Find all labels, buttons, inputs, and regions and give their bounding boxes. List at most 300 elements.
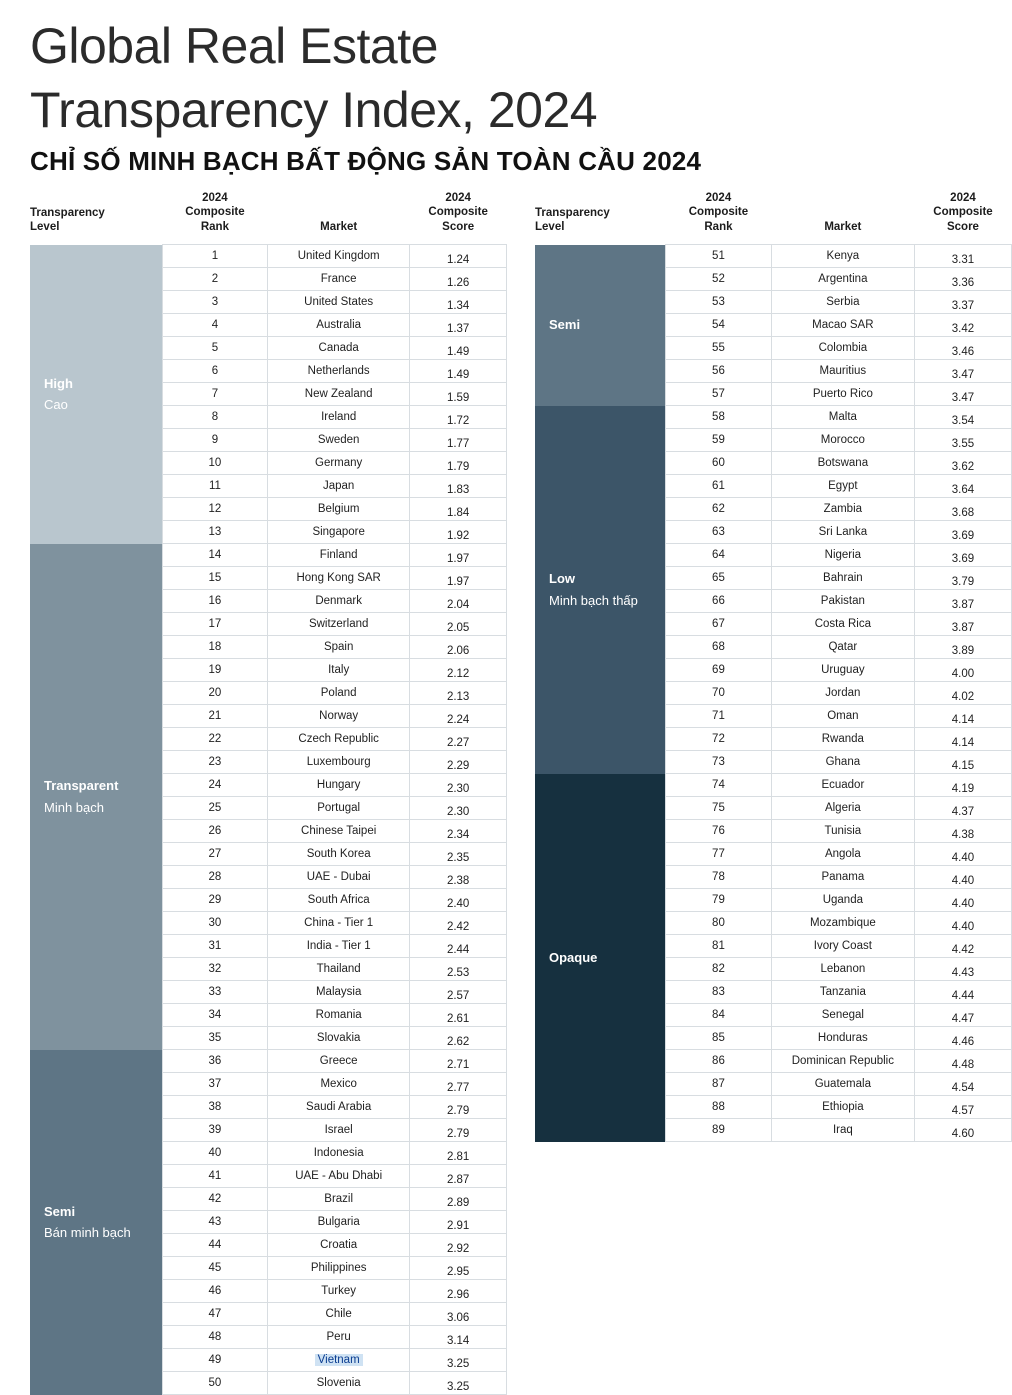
market-cell: United Kingdom: [268, 245, 410, 268]
market-cell: Ethiopia: [771, 1096, 914, 1119]
market-cell: Japan: [268, 475, 410, 498]
score-cell: 4.02: [914, 682, 1011, 705]
header-rank-line3-right: Rank: [704, 220, 733, 233]
transparency-level-cell-opaque: [535, 774, 666, 1142]
rank-cell: 60: [666, 452, 772, 475]
market-cell: Zambia: [771, 498, 914, 521]
header-transparency-level: [30, 191, 162, 245]
rank-cell: 74: [666, 774, 772, 797]
market-cell: Czech Republic: [268, 728, 410, 751]
rank-cell: 7: [162, 383, 267, 406]
rank-cell: 66: [666, 590, 772, 613]
market-cell: Hungary: [268, 774, 410, 797]
score-cell: 4.40: [914, 889, 1011, 912]
rank-cell: 36: [162, 1050, 267, 1073]
market-cell: Luxembourg: [268, 751, 410, 774]
market-cell: Norway: [268, 705, 410, 728]
level-label-en: Low: [549, 571, 575, 587]
score-cell: 3.64: [914, 475, 1011, 498]
market-cell: Portugal: [268, 797, 410, 820]
market-cell: Iraq: [771, 1119, 914, 1142]
score-cell: 1.92: [410, 521, 507, 544]
market-cell: Ecuador: [771, 774, 914, 797]
rank-cell: 18: [162, 636, 267, 659]
score-cell: 2.96: [410, 1280, 507, 1303]
level-label-en: Semi: [44, 1203, 76, 1219]
market-cell: Sweden: [268, 429, 410, 452]
score-cell: 2.77: [410, 1073, 507, 1096]
table-row: [30, 245, 507, 268]
score-cell: 4.19: [914, 774, 1011, 797]
table-row: [30, 544, 507, 567]
market-cell: Colombia: [771, 337, 914, 360]
score-cell: 2.12: [410, 659, 507, 682]
header-rank-line1: 2024: [202, 192, 228, 204]
score-cell: 2.29: [410, 751, 507, 774]
rank-cell: 25: [162, 797, 267, 820]
header-score: [410, 191, 507, 245]
market-cell: Belgium: [268, 498, 410, 521]
rank-cell: 76: [666, 820, 772, 843]
rank-cell: 56: [666, 360, 772, 383]
market-cell: Bulgaria: [268, 1211, 410, 1234]
score-cell: 4.46: [914, 1027, 1011, 1050]
score-cell: 1.83: [410, 475, 507, 498]
rank-cell: 11: [162, 475, 267, 498]
market-cell: Qatar: [771, 636, 914, 659]
market-cell: China - Tier 1: [268, 912, 410, 935]
score-cell: 3.25: [410, 1372, 507, 1395]
rank-cell: 82: [666, 958, 772, 981]
level-label-vi: Minh bạch: [44, 799, 104, 815]
rank-cell: 23: [162, 751, 267, 774]
rank-cell: 5: [162, 337, 267, 360]
rank-cell: 39: [162, 1119, 267, 1142]
score-cell: 1.37: [410, 314, 507, 337]
market-cell: Sri Lanka: [771, 521, 914, 544]
market-cell: Chinese Taipei: [268, 820, 410, 843]
header-score-line3: Score: [442, 220, 475, 233]
table-row: [535, 774, 1012, 797]
header-rank-line2: Composite: [185, 206, 245, 219]
header-transparency-level-right: [535, 191, 666, 245]
score-cell: 2.61: [410, 1004, 507, 1027]
rank-cell: 15: [162, 567, 267, 590]
market-cell: Serbia: [771, 291, 914, 314]
score-cell: 3.06: [410, 1303, 507, 1326]
rank-cell: 51: [666, 245, 772, 268]
market-cell: [268, 1349, 410, 1372]
rank-cell: 62: [666, 498, 772, 521]
score-cell: 2.57: [410, 981, 507, 1004]
score-cell: 2.79: [410, 1096, 507, 1119]
market-cell: Tanzania: [771, 981, 914, 1004]
market-cell: Botswana: [771, 452, 914, 475]
table-body-left: [30, 245, 507, 1395]
table-header-left: [30, 191, 507, 245]
score-cell: 2.35: [410, 843, 507, 866]
score-cell: 2.38: [410, 866, 507, 889]
score-cell: 3.89: [914, 636, 1011, 659]
rank-cell: 19: [162, 659, 267, 682]
score-cell: 3.87: [914, 590, 1011, 613]
level-label-vi: Cao: [44, 397, 68, 413]
rank-cell: 55: [666, 337, 772, 360]
header-market: Market: [320, 220, 358, 233]
rank-cell: 1: [162, 245, 267, 268]
rank-cell: 70: [666, 682, 772, 705]
score-cell: 2.42: [410, 912, 507, 935]
rank-cell: 64: [666, 544, 772, 567]
score-cell: 3.79: [914, 567, 1011, 590]
rank-cell: 16: [162, 590, 267, 613]
market-cell: Romania: [268, 1004, 410, 1027]
score-cell: 4.57: [914, 1096, 1011, 1119]
level-label-en: Opaque: [549, 949, 598, 965]
header-level-line1: Transparency: [30, 206, 105, 219]
market-cell: Peru: [268, 1326, 410, 1349]
market-cell: Lebanon: [771, 958, 914, 981]
market-cell: Bahrain: [771, 567, 914, 590]
rank-cell: 31: [162, 935, 267, 958]
market-cell: Slovakia: [268, 1027, 410, 1050]
market-cell: Macao SAR: [771, 314, 914, 337]
rank-cell: 87: [666, 1073, 772, 1096]
score-cell: 4.48: [914, 1050, 1011, 1073]
rank-cell: 85: [666, 1027, 772, 1050]
market-cell: India - Tier 1: [268, 935, 410, 958]
score-cell: 2.13: [410, 682, 507, 705]
score-cell: 2.91: [410, 1211, 507, 1234]
market-cell: Tunisia: [771, 820, 914, 843]
score-cell: 2.27: [410, 728, 507, 751]
market-cell: Morocco: [771, 429, 914, 452]
rank-cell: 32: [162, 958, 267, 981]
score-cell: 2.44: [410, 935, 507, 958]
score-cell: 3.55: [914, 429, 1011, 452]
market-cell: Australia: [268, 314, 410, 337]
market-cell: France: [268, 268, 410, 291]
market-cell: Brazil: [268, 1188, 410, 1211]
market-cell: Rwanda: [771, 728, 914, 751]
rank-cell: 42: [162, 1188, 267, 1211]
score-cell: 1.24: [410, 245, 507, 268]
score-cell: 4.42: [914, 935, 1011, 958]
market-cell: Malta: [771, 406, 914, 429]
market-cell: Chile: [268, 1303, 410, 1326]
level-label-en: Transparent: [44, 778, 119, 794]
score-cell: 4.43: [914, 958, 1011, 981]
rank-cell: 81: [666, 935, 772, 958]
market-cell: Algeria: [771, 797, 914, 820]
score-cell: 2.79: [410, 1119, 507, 1142]
header-market-right: Market: [824, 220, 862, 233]
score-cell: 4.40: [914, 843, 1011, 866]
market-cell: Costa Rica: [771, 613, 914, 636]
market-cell: Ivory Coast: [771, 935, 914, 958]
rank-cell: 68: [666, 636, 772, 659]
rank-cell: 8: [162, 406, 267, 429]
market-cell: Puerto Rico: [771, 383, 914, 406]
transparency-level-cell-low: [535, 406, 666, 774]
rank-cell: 79: [666, 889, 772, 912]
market-cell: Uruguay: [771, 659, 914, 682]
level-label-vi: Minh bạch thấp: [549, 592, 638, 608]
page-title-line2: Transparency Index, 2024: [30, 82, 598, 138]
score-cell: 2.30: [410, 774, 507, 797]
rank-cell: 80: [666, 912, 772, 935]
rank-cell: 67: [666, 613, 772, 636]
market-cell: Malaysia: [268, 981, 410, 1004]
market-cell: Panama: [771, 866, 914, 889]
score-cell: 3.25: [410, 1349, 507, 1372]
market-cell: Honduras: [771, 1027, 914, 1050]
header-score-right: [914, 191, 1011, 245]
score-cell: 3.54: [914, 406, 1011, 429]
table-header-right: [535, 191, 1012, 245]
market-cell: South Korea: [268, 843, 410, 866]
score-cell: 1.97: [410, 544, 507, 567]
rank-cell: 6: [162, 360, 267, 383]
page-subtitle: CHỈ SỐ MINH BẠCH BẤT ĐỘNG SẢN TOÀN CẦU 2024: [30, 146, 702, 176]
market-cell: United States: [268, 291, 410, 314]
rank-cell: 88: [666, 1096, 772, 1119]
left-column: [30, 191, 507, 1395]
rank-cell: 61: [666, 475, 772, 498]
market-cell: Germany: [268, 452, 410, 475]
rank-cell: 28: [162, 866, 267, 889]
score-cell: 3.14: [410, 1326, 507, 1349]
rank-cell: 21: [162, 705, 267, 728]
rank-cell: 43: [162, 1211, 267, 1234]
market-cell: Italy: [268, 659, 410, 682]
score-cell: 1.26: [410, 268, 507, 291]
score-cell: 1.84: [410, 498, 507, 521]
header-rank-right: [666, 191, 772, 245]
score-cell: 4.54: [914, 1073, 1011, 1096]
score-cell: 1.49: [410, 337, 507, 360]
score-cell: 4.44: [914, 981, 1011, 1004]
rank-cell: 78: [666, 866, 772, 889]
rank-cell: 54: [666, 314, 772, 337]
rank-cell: 49: [162, 1349, 267, 1372]
score-cell: 3.42: [914, 314, 1011, 337]
rank-cell: 47: [162, 1303, 267, 1326]
rank-cell: 44: [162, 1234, 267, 1257]
score-cell: 1.72: [410, 406, 507, 429]
score-cell: 2.24: [410, 705, 507, 728]
rank-cell: 22: [162, 728, 267, 751]
market-cell: South Africa: [268, 889, 410, 912]
rank-cell: 9: [162, 429, 267, 452]
market-cell: Croatia: [268, 1234, 410, 1257]
header-rank-line2-right: Composite: [688, 206, 749, 219]
score-cell: 1.49: [410, 360, 507, 383]
score-cell: 3.69: [914, 544, 1011, 567]
score-cell: 2.06: [410, 636, 507, 659]
rank-cell: 75: [666, 797, 772, 820]
table-row: [535, 406, 1012, 429]
level-label-en: High: [44, 375, 73, 391]
table-row: [30, 1050, 507, 1073]
rank-cell: 14: [162, 544, 267, 567]
rank-cell: 77: [666, 843, 772, 866]
rank-cell: 72: [666, 728, 772, 751]
page-title-line1: Global Real Estate: [30, 18, 438, 74]
market-cell: UAE - Abu Dhabi: [268, 1165, 410, 1188]
header-score-line1: 2024: [445, 192, 471, 204]
level-label-en: Semi: [549, 317, 581, 333]
market-cell: Uganda: [771, 889, 914, 912]
rank-cell: 40: [162, 1142, 267, 1165]
market-cell: Nigeria: [771, 544, 914, 567]
rank-cell: 37: [162, 1073, 267, 1096]
market-cell: Argentina: [771, 268, 914, 291]
rank-cell: 33: [162, 981, 267, 1004]
market-cell: Thailand: [268, 958, 410, 981]
right-column: [535, 191, 1012, 1395]
header-score-line2-right: Composite: [933, 206, 993, 219]
rank-cell: 53: [666, 291, 772, 314]
header-level-line2-right: Level: [535, 221, 565, 234]
market-cell: Switzerland: [268, 613, 410, 636]
ranking-table-left: [30, 191, 507, 1395]
score-cell: 2.30: [410, 797, 507, 820]
score-cell: 3.47: [914, 360, 1011, 383]
rank-cell: 35: [162, 1027, 267, 1050]
score-cell: 2.04: [410, 590, 507, 613]
level-label-vi: Bán minh bạch: [44, 1225, 131, 1241]
rank-cell: 13: [162, 521, 267, 544]
market-cell: Egypt: [771, 475, 914, 498]
market-cell: Dominican Republic: [771, 1050, 914, 1073]
market-cell: Senegal: [771, 1004, 914, 1027]
rank-cell: 48: [162, 1326, 267, 1349]
market-cell: Guatemala: [771, 1073, 914, 1096]
rank-cell: 34: [162, 1004, 267, 1027]
score-cell: 2.34: [410, 820, 507, 843]
tables-container: [0, 191, 1012, 1395]
rank-cell: 73: [666, 751, 772, 774]
score-cell: 2.87: [410, 1165, 507, 1188]
rank-cell: 46: [162, 1280, 267, 1303]
market-cell: Greece: [268, 1050, 410, 1073]
header-rank: [162, 191, 267, 245]
rank-cell: 17: [162, 613, 267, 636]
header-score-line2: Composite: [428, 206, 488, 219]
score-cell: 4.38: [914, 820, 1011, 843]
score-cell: 2.53: [410, 958, 507, 981]
rank-cell: 2: [162, 268, 267, 291]
rank-cell: 89: [666, 1119, 772, 1142]
score-cell: 3.62: [914, 452, 1011, 475]
market-cell: New Zealand: [268, 383, 410, 406]
market-cell: Hong Kong SAR: [268, 567, 410, 590]
score-cell: 3.37: [914, 291, 1011, 314]
header-level-line2: Level: [30, 221, 60, 234]
score-cell: 4.60: [914, 1119, 1011, 1142]
header-rank-line1-right: 2024: [705, 192, 732, 204]
score-cell: 4.14: [914, 728, 1011, 751]
score-cell: 1.77: [410, 429, 507, 452]
score-cell: 2.40: [410, 889, 507, 912]
rank-cell: 41: [162, 1165, 267, 1188]
market-cell: Finland: [268, 544, 410, 567]
score-cell: 3.46: [914, 337, 1011, 360]
market-cell: Poland: [268, 682, 410, 705]
market-cell: Turkey: [268, 1280, 410, 1303]
market-cell: Philippines: [268, 1257, 410, 1280]
score-cell: 3.36: [914, 268, 1011, 291]
header-score-line3-right: Score: [946, 220, 979, 233]
score-cell: 2.92: [410, 1234, 507, 1257]
score-cell: 4.00: [914, 659, 1011, 682]
rank-cell: 4: [162, 314, 267, 337]
score-cell: 1.97: [410, 567, 507, 590]
rank-cell: 52: [666, 268, 772, 291]
rank-cell: 69: [666, 659, 772, 682]
score-cell: 3.69: [914, 521, 1011, 544]
market-cell: Mauritius: [771, 360, 914, 383]
rank-cell: 63: [666, 521, 772, 544]
transparency-level-cell-semi: [535, 245, 666, 406]
header-score-line1-right: 2024: [950, 192, 976, 204]
market-cell: Singapore: [268, 521, 410, 544]
market-cell: Jordan: [771, 682, 914, 705]
score-cell: 2.71: [410, 1050, 507, 1073]
rank-cell: 71: [666, 705, 772, 728]
transparency-level-cell-transparent: [30, 544, 162, 1050]
score-cell: 1.59: [410, 383, 507, 406]
market-cell: Oman: [771, 705, 914, 728]
rank-cell: 12: [162, 498, 267, 521]
market-cell: Saudi Arabia: [268, 1096, 410, 1119]
score-cell: 1.79: [410, 452, 507, 475]
rank-cell: 86: [666, 1050, 772, 1073]
score-cell: 4.40: [914, 912, 1011, 935]
rank-cell: 26: [162, 820, 267, 843]
score-cell: 2.62: [410, 1027, 507, 1050]
rank-cell: 45: [162, 1257, 267, 1280]
score-cell: 2.81: [410, 1142, 507, 1165]
market-cell: Spain: [268, 636, 410, 659]
title-block: [0, 0, 1012, 177]
transparency-level-cell-high: [30, 245, 162, 544]
rank-cell: 83: [666, 981, 772, 1004]
market-cell: Israel: [268, 1119, 410, 1142]
rank-cell: 65: [666, 567, 772, 590]
rank-cell: 38: [162, 1096, 267, 1119]
score-cell: 3.87: [914, 613, 1011, 636]
ranking-table-right: [535, 191, 1012, 1142]
market-cell: Slovenia: [268, 1372, 410, 1395]
score-cell: 1.34: [410, 291, 507, 314]
rank-cell: 84: [666, 1004, 772, 1027]
score-cell: 3.31: [914, 245, 1011, 268]
rank-cell: 24: [162, 774, 267, 797]
score-cell: 4.37: [914, 797, 1011, 820]
table-body-right: [535, 245, 1012, 1142]
score-cell: 3.47: [914, 383, 1011, 406]
score-cell: 2.89: [410, 1188, 507, 1211]
score-cell: 4.15: [914, 751, 1011, 774]
market-cell: Netherlands: [268, 360, 410, 383]
highlighted-market: Vietnam: [315, 1354, 363, 1366]
rank-cell: 20: [162, 682, 267, 705]
rank-cell: 10: [162, 452, 267, 475]
market-cell: Ghana: [771, 751, 914, 774]
score-cell: 4.40: [914, 866, 1011, 889]
